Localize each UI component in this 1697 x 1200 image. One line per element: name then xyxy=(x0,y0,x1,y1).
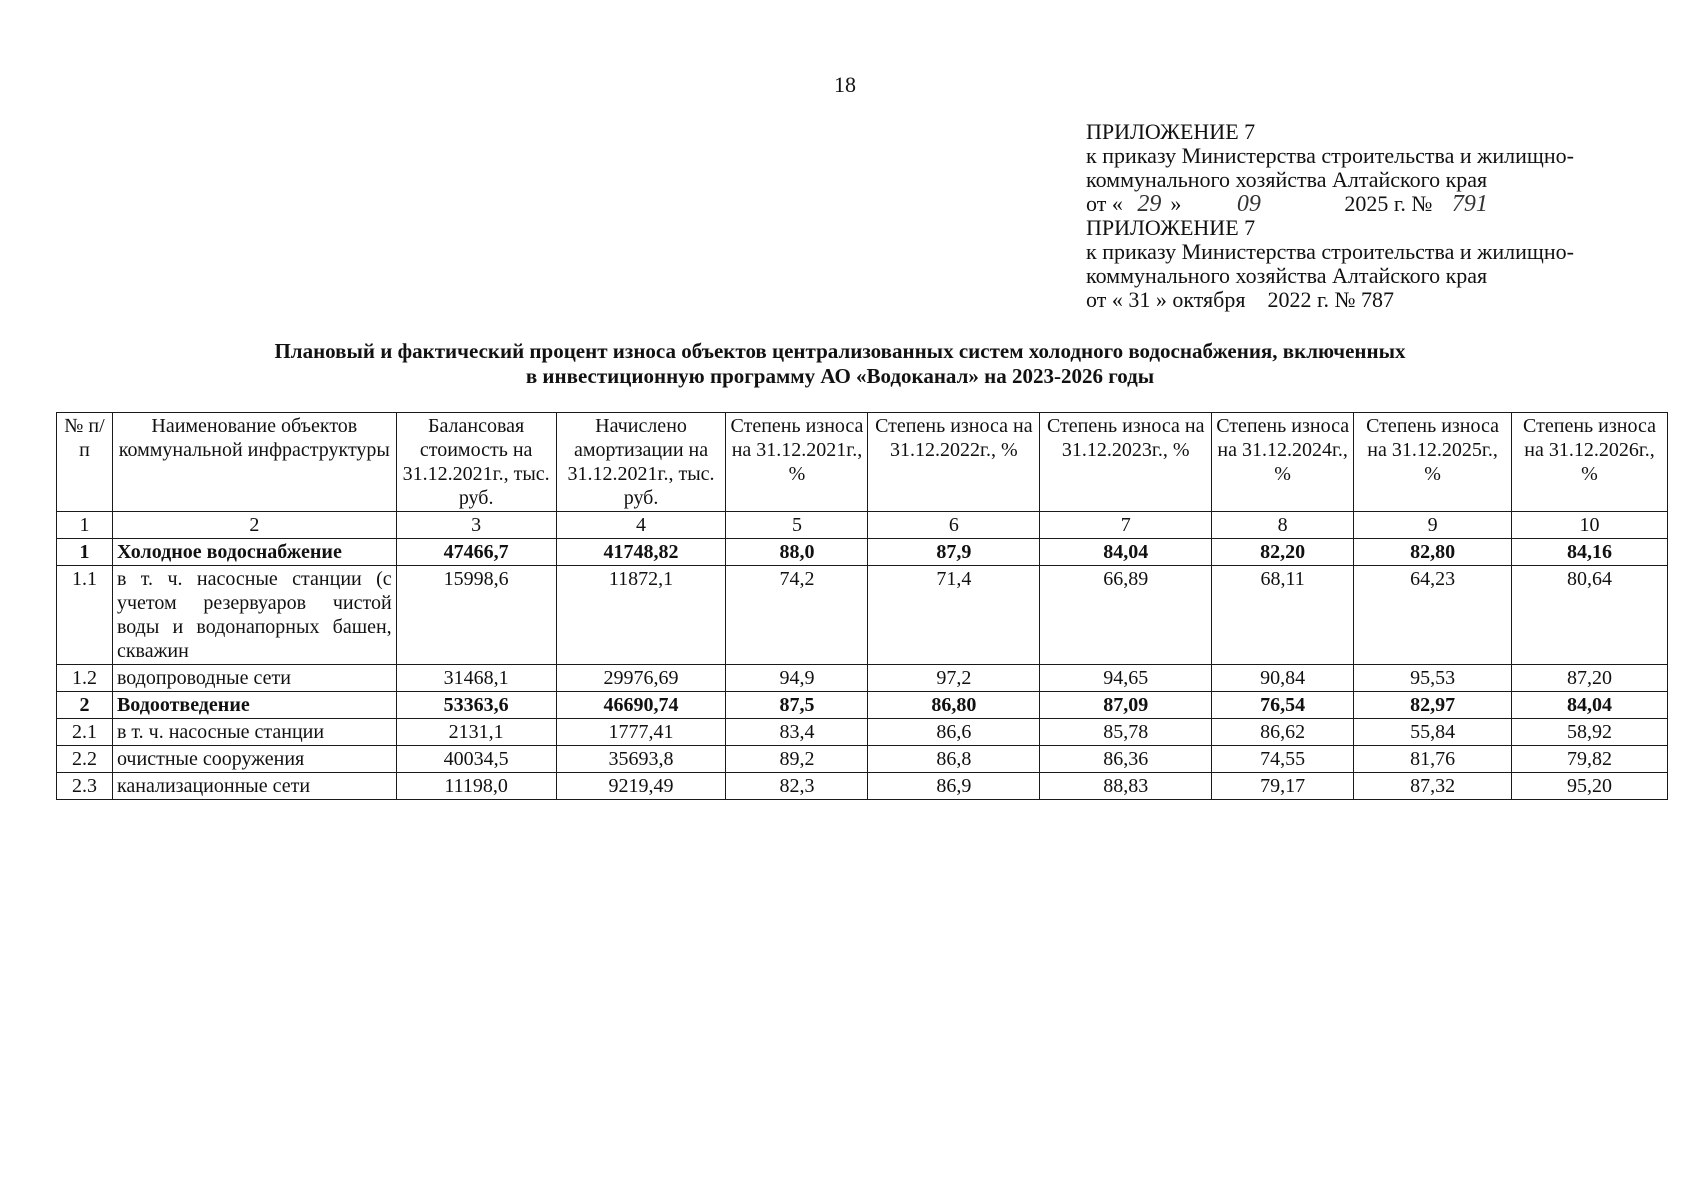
value-cell: 40034,5 xyxy=(396,746,556,773)
column-number-cell: 2 xyxy=(112,512,396,539)
value-cell: 11198,0 xyxy=(396,773,556,800)
table-header-row xyxy=(57,413,1668,512)
date-day-suffix: » xyxy=(1170,191,1182,216)
value-cell: 83,4 xyxy=(726,719,868,746)
value-cell: 82,97 xyxy=(1354,692,1512,719)
value-cell: 85,78 xyxy=(1040,719,1212,746)
header-cell: Степень износа на 31.12.2022г., % xyxy=(868,413,1040,512)
value-cell: 87,32 xyxy=(1354,773,1512,800)
table-row xyxy=(57,719,1668,746)
date-prefix: от « xyxy=(1086,191,1123,216)
value-cell: 53363,6 xyxy=(396,692,556,719)
header-cell: Степень износа на 31.12.2023г., % xyxy=(1040,413,1212,512)
value-cell: 71,4 xyxy=(868,566,1040,665)
appendix-previous-line-1: к приказу Министерства строительства и жилищно- xyxy=(1086,239,1574,264)
header-cell: Степень износа на 31.12.2025г., % xyxy=(1354,413,1512,512)
value-cell: 74,55 xyxy=(1212,746,1354,773)
column-number-cell: 4 xyxy=(556,512,726,539)
document-title-line-2: в инвестиционную программу АО «Водоканал» на 2023-2026 годы xyxy=(525,364,1155,388)
value-cell: 86,8 xyxy=(868,746,1040,773)
value-cell: 74,2 xyxy=(726,566,868,665)
value-cell: 95,20 xyxy=(1512,773,1668,800)
column-number-row xyxy=(57,512,1668,539)
row-name-cell: Водоотведение xyxy=(112,692,396,719)
header-cell: Балансовая стоимость на 31.12.2021г., тыс. руб. xyxy=(396,413,556,512)
value-cell: 76,54 xyxy=(1212,692,1354,719)
column-number-cell: 5 xyxy=(726,512,868,539)
value-cell: 87,5 xyxy=(726,692,868,719)
value-cell: 87,09 xyxy=(1040,692,1212,719)
value-cell: 46690,74 xyxy=(556,692,726,719)
value-cell: 80,64 xyxy=(1512,566,1668,665)
value-cell: 97,2 xyxy=(868,665,1040,692)
value-cell: 79,17 xyxy=(1212,773,1354,800)
appendix-previous-line-2: коммунального хозяйства Алтайского края xyxy=(1086,263,1488,288)
column-number-cell: 6 xyxy=(868,512,1040,539)
value-cell: 89,2 xyxy=(726,746,868,773)
appendix-current-line-2: коммунального хозяйства Алтайского края xyxy=(1086,167,1488,192)
value-cell: 82,80 xyxy=(1354,539,1512,566)
value-cell: 31468,1 xyxy=(396,665,556,692)
table-row xyxy=(57,746,1668,773)
document-title-line-1: Плановый и фактический процент износа объектов централизованных систем холодного водоснабжения, включенных xyxy=(274,339,1406,363)
row-number-cell: 1.2 xyxy=(57,665,113,692)
value-cell: 88,0 xyxy=(726,539,868,566)
value-cell: 41748,82 xyxy=(556,539,726,566)
value-cell: 84,04 xyxy=(1512,692,1668,719)
row-name-cell: в т. ч. насосные станции (с учетом резервуаров чистой воды и водонапорных башен, скважин xyxy=(112,566,396,665)
header-cell: Начислено амортизации на 31.12.2021г., тыс. руб. xyxy=(556,413,726,512)
value-cell: 86,80 xyxy=(868,692,1040,719)
row-name-cell: водопроводные сети xyxy=(112,665,396,692)
page-number: 18 xyxy=(834,72,856,97)
value-cell: 84,04 xyxy=(1040,539,1212,566)
row-number-cell: 2.2 xyxy=(57,746,113,773)
value-cell: 86,62 xyxy=(1212,719,1354,746)
row-name-cell: в т. ч. насосные станции xyxy=(112,719,396,746)
value-cell: 95,53 xyxy=(1354,665,1512,692)
value-cell: 29976,69 xyxy=(556,665,726,692)
value-cell: 82,3 xyxy=(726,773,868,800)
header-cell: Степень износа на 31.12.2026г., % xyxy=(1512,413,1668,512)
value-cell: 1777,41 xyxy=(556,719,726,746)
row-name-cell: очистные сооружения xyxy=(112,746,396,773)
column-number-cell: 3 xyxy=(396,512,556,539)
value-cell: 86,9 xyxy=(868,773,1040,800)
row-number-cell: 1 xyxy=(57,539,113,566)
row-number-cell: 2.1 xyxy=(57,719,113,746)
appendix-current-line-1: к приказу Министерства строительства и жилищно- xyxy=(1086,143,1574,168)
column-number-cell: 1 xyxy=(57,512,113,539)
header-cell: Степень износа на 31.12.2021г., % xyxy=(726,413,868,512)
header-cell: Степень износа на 31.12.2024г., % xyxy=(1212,413,1354,512)
value-cell: 11872,1 xyxy=(556,566,726,665)
value-cell: 84,16 xyxy=(1512,539,1668,566)
appendix-current-date xyxy=(1086,192,1646,216)
row-name-cell: Холодное водоснабжение xyxy=(112,539,396,566)
table-row xyxy=(57,665,1668,692)
value-cell: 90,84 xyxy=(1212,665,1354,692)
column-number-cell: 7 xyxy=(1040,512,1212,539)
value-cell: 55,84 xyxy=(1354,719,1512,746)
wear-table xyxy=(56,412,1668,800)
column-number-cell: 9 xyxy=(1354,512,1512,539)
date-year-text: 2025 г. № xyxy=(1344,191,1433,216)
table-row xyxy=(57,692,1668,719)
row-number-cell: 1.1 xyxy=(57,566,113,665)
value-cell: 64,23 xyxy=(1354,566,1512,665)
value-cell: 66,89 xyxy=(1040,566,1212,665)
table-row xyxy=(57,539,1668,566)
row-name-cell: канализационные сети xyxy=(112,773,396,800)
value-cell: 86,36 xyxy=(1040,746,1212,773)
appendix-current-heading: ПРИЛОЖЕНИЕ 7 xyxy=(1086,119,1256,144)
value-cell: 35693,8 xyxy=(556,746,726,773)
table-row xyxy=(57,566,1668,665)
value-cell: 68,11 xyxy=(1212,566,1354,665)
appendix-previous-heading: ПРИЛОЖЕНИЕ 7 xyxy=(1086,215,1256,240)
value-cell: 58,92 xyxy=(1512,719,1668,746)
value-cell: 2131,1 xyxy=(396,719,556,746)
handwritten-month: 09 xyxy=(1236,191,1261,217)
value-cell: 94,65 xyxy=(1040,665,1212,692)
value-cell: 79,82 xyxy=(1512,746,1668,773)
value-cell: 94,9 xyxy=(726,665,868,692)
value-cell: 81,76 xyxy=(1354,746,1512,773)
value-cell: 87,20 xyxy=(1512,665,1668,692)
handwritten-number: 791 xyxy=(1451,191,1488,217)
row-number-cell: 2 xyxy=(57,692,113,719)
value-cell: 88,83 xyxy=(1040,773,1212,800)
value-cell: 87,9 xyxy=(868,539,1040,566)
column-number-cell: 10 xyxy=(1512,512,1668,539)
value-cell: 86,6 xyxy=(868,719,1040,746)
value-cell: 15998,6 xyxy=(396,566,556,665)
header-cell: № п/п xyxy=(57,413,113,512)
handwritten-day: 29 xyxy=(1137,191,1162,217)
table-row xyxy=(57,773,1668,800)
value-cell: 9219,49 xyxy=(556,773,726,800)
column-number-cell: 8 xyxy=(1212,512,1354,539)
value-cell: 47466,7 xyxy=(396,539,556,566)
row-number-cell: 2.3 xyxy=(57,773,113,800)
appendix-previous-date: от « 31 » октября 2022 г. № 787 xyxy=(1086,287,1395,312)
header-cell: Наименование объектов коммунальной инфраструктуры xyxy=(112,413,396,512)
document-title xyxy=(60,339,1620,389)
appendix-block xyxy=(1086,120,1646,312)
value-cell: 82,20 xyxy=(1212,539,1354,566)
